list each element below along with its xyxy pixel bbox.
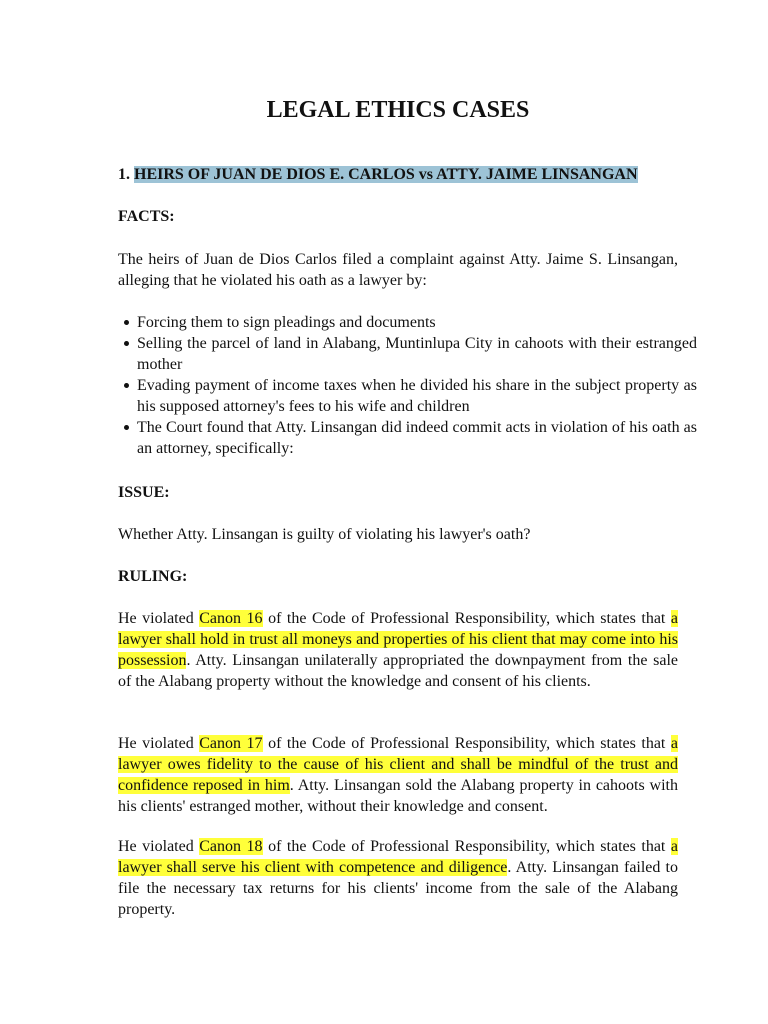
canon-highlight: Canon 16 — [199, 610, 263, 627]
facts-heading: FACTS: — [118, 208, 175, 225]
document-title: LEGAL ETHICS CASES — [266, 97, 530, 123]
bullet-icon — [124, 383, 129, 388]
bullet-icon — [124, 341, 129, 346]
ruling-heading: RULING: — [118, 568, 188, 585]
issue-heading: ISSUE: — [118, 484, 170, 501]
ruling-paragraph: He violated Canon 18 of the Code of Professional Responsibility, which states that a lawyer shall serve his client with competence and diligence. Atty. Linsangan failed to file the necessary tax returns for his clients' income from the sale of the Alabang property. — [118, 838, 678, 918]
canon-highlight: Canon 17 — [199, 735, 263, 752]
case-number: 1. — [118, 166, 130, 183]
list-item: Forcing them to sign pleadings and documents — [137, 312, 697, 333]
bullet-icon — [124, 320, 129, 325]
rule-highlight: a lawyer shall serve his client with competence and diligence — [118, 838, 678, 876]
facts-intro: The heirs of Juan de Dios Carlos filed a complaint against Atty. Jaime S. Linsangan, alleging that he violated his oath as a lawyer by: — [118, 251, 678, 289]
bullet-icon — [124, 425, 129, 430]
ruling-paragraph: He violated Canon 16 of the Code of Professional Responsibility, which states that a lawyer shall hold in trust all moneys and properties of his client that may come into his possession. Atty. Linsangan unilaterally appropriated the downpayment from the sale of the Alabang property without the knowledge and consent of his clients. — [118, 610, 678, 690]
issue-text: Whether Atty. Linsangan is guilty of violating his lawyer's oath? — [118, 526, 531, 543]
canon-highlight: Canon 18 — [199, 838, 263, 855]
list-item: Evading payment of income taxes when he divided his share in the subject property as his supposed attorney's fees to his wife and children — [137, 375, 697, 417]
rule-highlight: a lawyer shall hold in trust all moneys and properties of his client that may come into his possession — [118, 610, 678, 669]
case-heading — [118, 164, 638, 185]
ruling-paragraph: He violated Canon 17 of the Code of Professional Responsibility, which states that a lawyer owes fidelity to the cause of his client and shall be mindful of the trust and confidence reposed in him. Atty. Linsangan sold the Alabang property in cahoots with his clients' estranged mother, without their knowledge and consent. — [118, 735, 678, 815]
list-item: Selling the parcel of land in Alabang, Muntinlupa City in cahoots with their estranged mother — [137, 333, 697, 375]
list-item: The Court found that Atty. Linsangan did indeed commit acts in violation of his oath as an attorney, specifically: — [137, 417, 697, 459]
facts-bullet-list — [118, 312, 697, 459]
case-title: HEIRS OF JUAN DE DIOS E. CARLOS vs ATTY. JAIME LINSANGAN — [134, 166, 638, 183]
rule-highlight: a lawyer owes fidelity to the cause of his client and shall be mindful of the trust and confidence reposed in him — [118, 735, 678, 794]
